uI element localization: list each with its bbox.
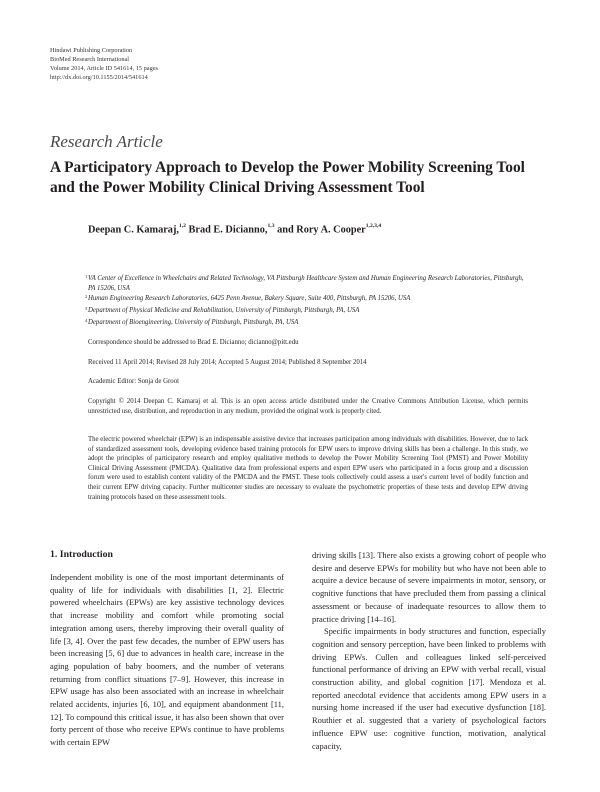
paper-title: A Participatory Approach to Develop the Power Mobility Screening Tool and the Power Mobility Clinical Driving Assessment Tool <box>50 159 525 196</box>
affiliation-3 <box>85 306 528 316</box>
affiliation-number: 1 <box>85 274 88 279</box>
body-column-right <box>312 549 546 752</box>
publisher-name: Hindawi Publishing Corporation <box>50 47 133 54</box>
affiliation-text: Department of Bioengineering, University of Pittsburgh, Pittsburgh, PA, USA <box>88 319 299 326</box>
affiliation-2 <box>85 294 528 304</box>
body-paragraph: driving skills [13]. There also exists a growing cohort of people who desire and deserve EPWs for mobility but who have not been able to acquire a device because of severe impairments in motor, sensory, or cognitive functions that have precluded them from passing a clinical assessment or because of inadequate resources to allow them to practice driving [14–16]. <box>312 550 546 624</box>
body-paragraph: Independent mobility is one of the most important determinants of quality of life for individuals with disabilities [1, 2]. Electric powered wheelchairs (EPWs) are key assistive technology devices that increase mobility and comfort while promoting social integration among users, thereby improving their overall quality of life [3, 4]. Over the past few decades, the number of EPW users has been increasing [5, 6] due to advances in health care, increase in the aging population of baby boomers, and the number of veterans returning from conflict situations [7–9]. However, this increase in EPW usage has also been associated with an increase in wheelchair related accidents, injuries [6, 10], and equipment abandonment [11, 12]. To compound this critical issue, it has also been shown that over forty percent of those who receive EPWs continue to have problems with certain EPW <box>50 572 284 748</box>
section-heading: 1. Introduction <box>50 549 113 560</box>
author-affiliation-mark: 1,2 <box>178 223 186 229</box>
academic-editor: Academic Editor: Sonja de Groot <box>88 378 179 385</box>
author-list <box>88 224 381 235</box>
correspondence-line: Correspondence should be addressed to Brad E. Dicianno; dicianno@pitt.edu <box>88 339 299 346</box>
affiliation-text: Human Engineering Research Laboratories, 6425 Penn Avenue, Bakery Square, Suite 400, Pittsburgh, PA 15206, USA <box>88 295 411 302</box>
affiliation-4 <box>85 318 528 328</box>
affiliation-number: 4 <box>85 318 88 323</box>
affiliation-text: VA Center of Excellence in Wheelchairs and Related Technology, VA Pittsburgh Healthcare System and Human Engineering Research Laboratories, Pittsburgh, PA 15206, USA <box>88 275 524 292</box>
author-affiliation-mark: 1,3 <box>267 223 275 229</box>
affiliation-text: Department of Physical Medicine and Rehabilitation, University of Pittsburgh, Pittsburgh, PA, USA <box>88 307 360 314</box>
body-column-left <box>50 571 284 749</box>
affiliation-number: 2 <box>85 294 88 299</box>
affiliation-1 <box>85 274 528 293</box>
volume-line: Volume 2014, Article ID 541614, 15 pages <box>50 65 158 72</box>
author-name: Deepan C. Kamaraj, <box>88 224 179 236</box>
copyright-notice: Copyright © 2014 Deepan C. Kamaraj et al. This is an open access article distributed under the Creative Commons Attribution License, which permits unrestricted use, distribution, and reproduction in any medium, provided the original work is properly cited. <box>88 398 528 415</box>
author-affiliation-mark: 1,2,3,4 <box>365 223 382 229</box>
article-type: Research Article <box>50 132 163 151</box>
journal-name: BioMed Research International <box>50 56 130 63</box>
author-name: Brad E. Dicianno, <box>188 224 268 236</box>
dates-line: Received 11 April 2014; Revised 28 July 2014; Accepted 5 August 2014; Published 8 September 2014 <box>88 359 367 366</box>
affiliation-number: 3 <box>85 306 88 311</box>
author-name: and Rory A. Cooper <box>277 224 366 236</box>
body-paragraph: Specific impairments in body structures and function, especially cognition and sensory perception, have been linked to problems with driving EPWs. Cullen and colleagues linked self-perceived functional performance of driving an EPW with verbal recall, visual construction ability, and global cognition [17]. Mendoza et al. reported anecdotal evidence that accidents among EPW users in a nursing home increased if the user had executive dysfunction [18]. Routhier et al. suggested that a variety of psychological factors influence EPW use: cognitive function, motivation, analytical capacity, <box>312 626 546 751</box>
doi-link[interactable]: http://dx.doi.org/10.1155/2014/541614 <box>50 74 148 81</box>
abstract: The electric powered wheelchair (EPW) is an indispensable assistive device that increases participation among individuals with disabilities. However, due to lack of standardized assessment tools, developing evidence based training protocols for EPW users to improve driving skills has been a challenge. In this study, we adopt the principles of participatory research and employ qualitative methods to develop the Power Mobility Screening Tool (PMST) and Power Mobility Clinical Driving Assessment (PMCDA). Qualitative data from professional experts and expert EPW users who participated in a focus group and a discussion forum were used to establish content validity of the PMCDA and the PMST. These tools collectively could assess a user's current level of bodily function and their current EPW driving capacity. Further multicenter studies are necessary to evaluate the psychometric properties of these tests and develop EPW driving training protocols based on these assessment tools. <box>88 436 528 501</box>
